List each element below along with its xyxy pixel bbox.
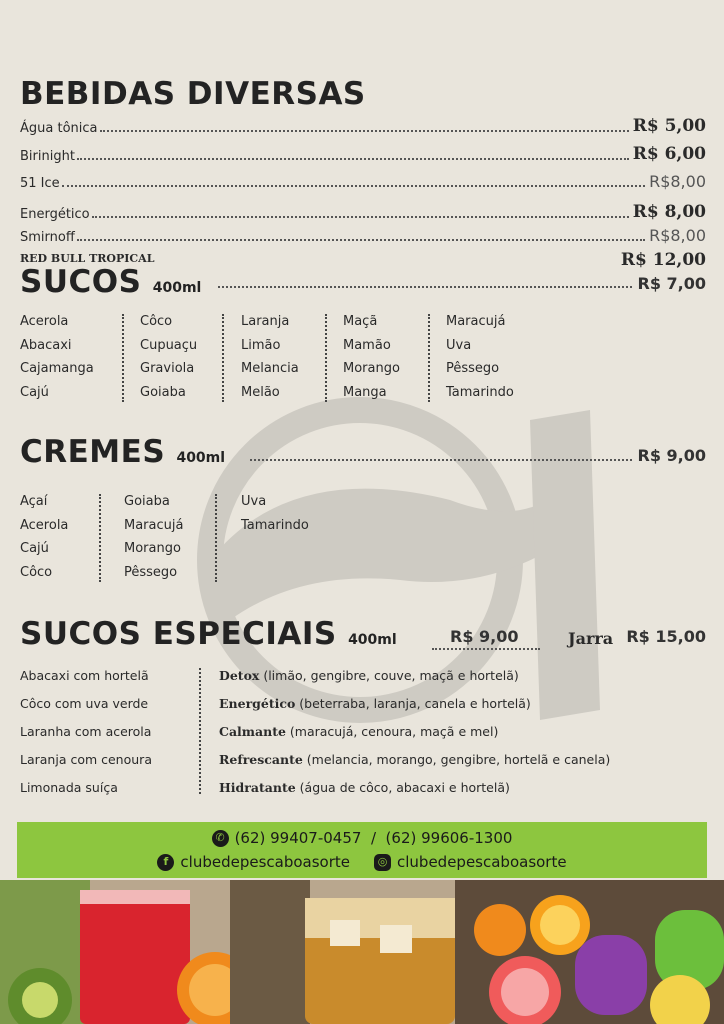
special-juice: Limonada suíça bbox=[20, 780, 118, 795]
menu-row bbox=[20, 226, 706, 245]
special-name: Calmante bbox=[219, 724, 286, 739]
instagram-icon: ◎ bbox=[374, 854, 391, 871]
juice-flavor: Graviola bbox=[140, 361, 195, 376]
dot-leader bbox=[218, 286, 632, 288]
column-divider bbox=[215, 494, 217, 582]
column-divider bbox=[428, 314, 430, 402]
special-juice bbox=[219, 746, 610, 774]
special-desc: (água de côco, abacaxi e hortelã) bbox=[295, 780, 510, 795]
juice-flavor: Limão bbox=[241, 337, 281, 353]
item-price: R$ 6,00 bbox=[632, 144, 706, 164]
juice-flavor: Pêssego bbox=[446, 361, 500, 376]
dot-leader bbox=[77, 239, 645, 241]
juice-flavor: Abacaxi bbox=[20, 337, 72, 353]
dot-leader bbox=[77, 158, 629, 160]
special-desc: (limão, gengibre, couve, maçã e hortelã) bbox=[259, 668, 519, 683]
item-name: Birinight bbox=[20, 149, 75, 164]
juice-flavor: Cupuaçu bbox=[140, 337, 198, 353]
juice-flavor: Cajú bbox=[20, 384, 49, 400]
cream-flavor: Goiaba bbox=[124, 494, 170, 509]
contact-bar bbox=[17, 822, 707, 878]
phone-numbers: (62) 99407-0457 / (62) 99606-1300 bbox=[234, 829, 513, 847]
cremes-title: CREMES bbox=[20, 434, 166, 470]
whatsapp-icon: ✆ bbox=[212, 830, 229, 847]
juice-flavor: Manga bbox=[343, 384, 387, 400]
juice-flavor: Melão bbox=[241, 384, 280, 400]
cremes-price: R$ 9,00 bbox=[637, 446, 706, 465]
facebook-handle[interactable]: clubedepescaboasorte bbox=[180, 853, 350, 871]
special-name: Energético bbox=[219, 696, 296, 711]
column-divider bbox=[199, 668, 201, 794]
item-price: R$ 5,00 bbox=[632, 116, 706, 136]
juice-flavor: Cajamanga bbox=[20, 361, 94, 376]
special-name: Refrescante bbox=[219, 752, 303, 767]
cream-flavor: Pêssego bbox=[124, 564, 178, 580]
cream-flavor: Côco bbox=[20, 564, 53, 580]
facebook-icon: f bbox=[157, 854, 174, 871]
special-juice bbox=[219, 662, 610, 690]
cream-flavor: Tamarindo bbox=[241, 517, 309, 533]
sucos-price: R$ 7,00 bbox=[637, 274, 706, 293]
juice-flavor: Côco bbox=[140, 314, 173, 329]
cream-flavor: Acerola bbox=[20, 517, 69, 533]
social-line bbox=[157, 850, 566, 874]
instagram-handle[interactable]: clubedepescaboasorte bbox=[397, 853, 567, 871]
juice-flavor: Maracujá bbox=[446, 314, 506, 329]
dot-leader bbox=[62, 185, 645, 187]
juice-flavor: Morango bbox=[343, 361, 400, 376]
menu-row bbox=[20, 144, 706, 164]
sucos-column bbox=[343, 310, 400, 404]
special-desc: (beterraba, laranja, canela e hortelã) bbox=[295, 696, 531, 711]
special-juice: Abacaxi com hortelã bbox=[20, 668, 149, 683]
menu-row bbox=[20, 116, 706, 136]
cremes-column bbox=[124, 490, 183, 584]
cream-flavor: Uva bbox=[241, 494, 267, 509]
special-name: Hidratante bbox=[219, 780, 296, 795]
special-juice bbox=[219, 718, 610, 746]
dot-leader bbox=[250, 459, 632, 461]
special-juice: Côco com uva verde bbox=[20, 696, 149, 711]
juice-flavor: Mamão bbox=[343, 337, 391, 353]
especiais-heading bbox=[20, 616, 397, 652]
cream-flavor: Maracujá bbox=[124, 517, 184, 533]
especiais-left-list bbox=[20, 662, 152, 802]
item-price: R$8,00 bbox=[649, 226, 706, 245]
sucos-heading bbox=[20, 264, 201, 300]
special-juice bbox=[219, 690, 610, 718]
column-divider bbox=[99, 494, 101, 582]
item-name: Smirnoff bbox=[20, 230, 75, 245]
cremes-column bbox=[20, 490, 68, 584]
item-price: R$8,00 bbox=[649, 172, 706, 191]
juice-flavor: Tamarindo bbox=[446, 384, 514, 400]
phone-line bbox=[212, 826, 513, 850]
cremes-heading bbox=[20, 434, 225, 470]
juice-flavor: Maçã bbox=[343, 314, 378, 329]
sucos-column bbox=[446, 310, 514, 404]
juice-flavor: Laranja bbox=[241, 314, 290, 329]
cream-flavor: Cajú bbox=[20, 541, 49, 556]
juice-flavor: Uva bbox=[446, 337, 472, 353]
column-divider bbox=[222, 314, 224, 402]
especiais-right-list bbox=[219, 662, 610, 802]
juice-flavor: Goiaba bbox=[140, 384, 186, 400]
item-name: Energético bbox=[20, 207, 90, 222]
column-divider bbox=[325, 314, 327, 402]
bebidas-title: BEBIDAS DIVERSAS bbox=[20, 76, 366, 112]
redbull-price: R$ 12,00 bbox=[620, 250, 706, 270]
jarra-label: Jarra bbox=[568, 629, 614, 648]
item-name: 51 Ice bbox=[20, 176, 60, 191]
sucos-column bbox=[20, 310, 94, 404]
sucos-title: SUCOS bbox=[20, 264, 142, 300]
special-name: Detox bbox=[219, 668, 260, 683]
special-juice: Laranha com acerola bbox=[20, 724, 152, 739]
special-desc: (melancia, morango, gengibre, hortelã e canela) bbox=[302, 752, 611, 767]
dot-leader bbox=[92, 216, 629, 218]
cremes-column bbox=[241, 490, 309, 537]
item-name: Água tônica bbox=[20, 121, 98, 136]
sucos-column bbox=[140, 310, 197, 404]
jarra-price: R$ 15,00 bbox=[626, 627, 706, 646]
sucos-unit: 400ml bbox=[152, 280, 202, 296]
sucos-column bbox=[241, 310, 299, 404]
dot-leader bbox=[100, 130, 629, 132]
juice-flavor: Acerola bbox=[20, 314, 69, 329]
cream-flavor: Açaí bbox=[20, 494, 48, 509]
redbull-name: RED BULL TROPICAL bbox=[20, 252, 155, 265]
dot-leader bbox=[432, 648, 540, 650]
column-divider bbox=[122, 314, 124, 402]
menu-row bbox=[20, 202, 706, 222]
item-price: R$ 8,00 bbox=[632, 202, 706, 222]
especiais-title: SUCOS ESPECIAIS bbox=[20, 616, 337, 652]
cremes-unit: 400ml bbox=[176, 450, 226, 466]
cream-flavor: Morango bbox=[124, 541, 181, 556]
especiais-unit: 400ml bbox=[348, 632, 397, 648]
special-desc: (maracujá, cenoura, maçã e mel) bbox=[285, 724, 499, 739]
juice-flavor: Melancia bbox=[241, 361, 299, 376]
special-juice: Laranja com cenoura bbox=[20, 752, 152, 767]
especiais-price: R$ 9,00 bbox=[450, 627, 519, 646]
drinks-photo bbox=[0, 880, 724, 1024]
special-juice bbox=[219, 774, 610, 802]
menu-row bbox=[20, 172, 706, 191]
